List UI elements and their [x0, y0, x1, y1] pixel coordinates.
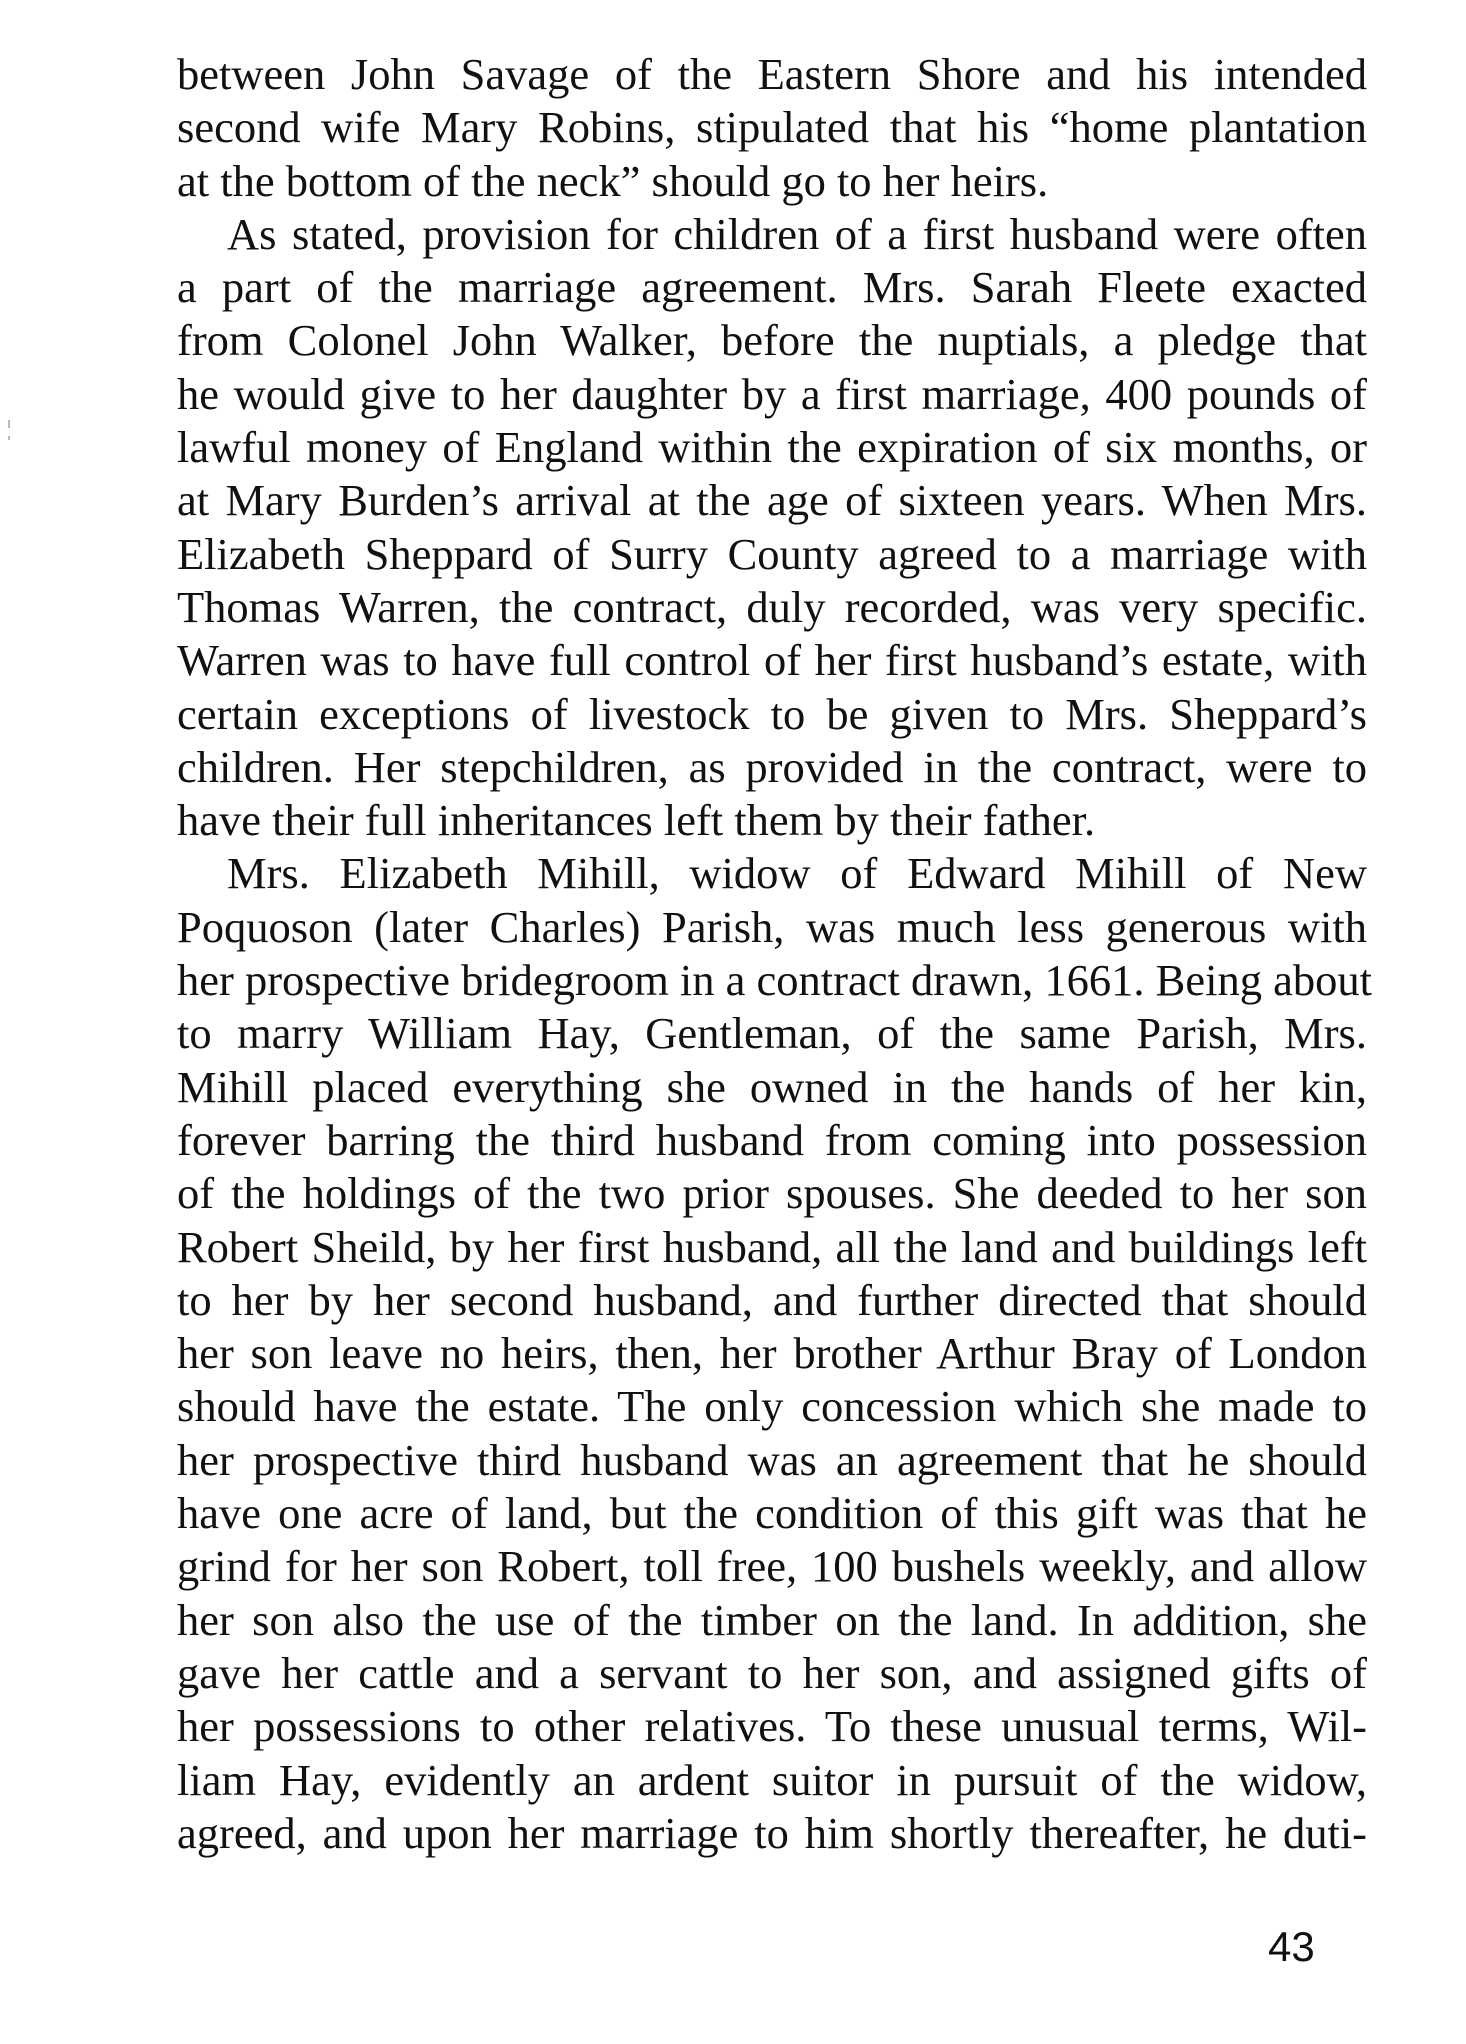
- text-line: to her by her second husband, and further directed that should: [177, 1274, 1367, 1325]
- text-line: Robert Sheild, by her first husband, all the land and buildings left: [177, 1221, 1367, 1272]
- text-line: forever barring the third husband from coming into possession: [177, 1114, 1367, 1165]
- text-line: agreed, and upon her marriage to him shortly thereafter, he duti-: [177, 1807, 1367, 1858]
- body-text: [177, 48, 1372, 1860]
- text-line: Mihill placed everything she owned in the hands of her kin,: [177, 1061, 1367, 1112]
- text-line: lawful money of England within the expiration of six months, or: [177, 422, 1367, 473]
- text-line: of the holdings of the two prior spouses. She deeded to her son: [177, 1168, 1367, 1219]
- text-line: As stated, provision for children of a first husband were often: [227, 208, 1367, 259]
- page-number: 43: [1268, 1923, 1315, 1970]
- text-line: second wife Mary Robins, stipulated that his “home plantation: [177, 102, 1367, 153]
- text-line: her son also the use of the timber on the land. In addition, she: [177, 1594, 1367, 1645]
- text-line: grind for her son Robert, toll free, 100 bushels weekly, and allow: [177, 1541, 1367, 1592]
- text-line: a part of the marriage agreement. Mrs. Sarah Fleete exacted: [177, 262, 1367, 313]
- text-line: at the bottom of the neck” should go to her heirs.: [177, 155, 1049, 206]
- text-line: liam Hay, evidently an ardent suitor in pursuit of the widow,: [177, 1754, 1367, 1805]
- text-line: have one acre of land, but the condition of this gift was that he: [177, 1488, 1367, 1539]
- text-line: from Colonel John Walker, before the nuptials, a pledge that: [177, 315, 1367, 366]
- text-line: her prospective third husband was an agreement that he should: [177, 1434, 1367, 1485]
- text-line: he would give to her daughter by a first marriage, 400 pounds of: [177, 368, 1367, 419]
- text-line: Thomas Warren, the contract, duly recorded, was very specific.: [177, 581, 1367, 632]
- scan-speck: [8, 420, 10, 428]
- text-line: her possessions to other relatives. To these unusual terms, Wil-: [177, 1701, 1367, 1752]
- text-line: certain exceptions of livestock to be given to Mrs. Sheppard’s: [177, 688, 1367, 739]
- text-line: her son leave no heirs, then, her brother Arthur Bray of London: [177, 1328, 1367, 1379]
- text-line: children. Her stepchildren, as provided in the contract, were to: [177, 741, 1367, 792]
- text-line: have their full inheritances left them by their father.: [177, 795, 1096, 846]
- text-line: Mrs. Elizabeth Mihill, widow of Edward Mihill of New: [227, 848, 1367, 899]
- text-line: Poquoson (later Charles) Parish, was much less generous with: [177, 901, 1367, 952]
- text-line: should have the estate. The only concession which she made to: [177, 1381, 1367, 1432]
- text-line: between John Savage of the Eastern Shore and his intended: [177, 49, 1367, 99]
- text-line: at Mary Burden’s arrival at the age of sixteen years. When Mrs.: [177, 475, 1367, 526]
- text-line: gave her cattle and a servant to her son, and assigned gifts of: [177, 1647, 1367, 1698]
- text-line: Warren was to have full control of her first husband’s estate, with: [177, 635, 1367, 686]
- text-line: to marry William Hay, Gentleman, of the same Parish, Mrs.: [177, 1008, 1367, 1059]
- scan-speck: [8, 436, 10, 440]
- text-line: her prospective bridegroom in a contract drawn, 1661. Being about: [177, 955, 1372, 1006]
- text-line: Elizabeth Sheppard of Surry County agreed to a marriage with: [177, 528, 1367, 579]
